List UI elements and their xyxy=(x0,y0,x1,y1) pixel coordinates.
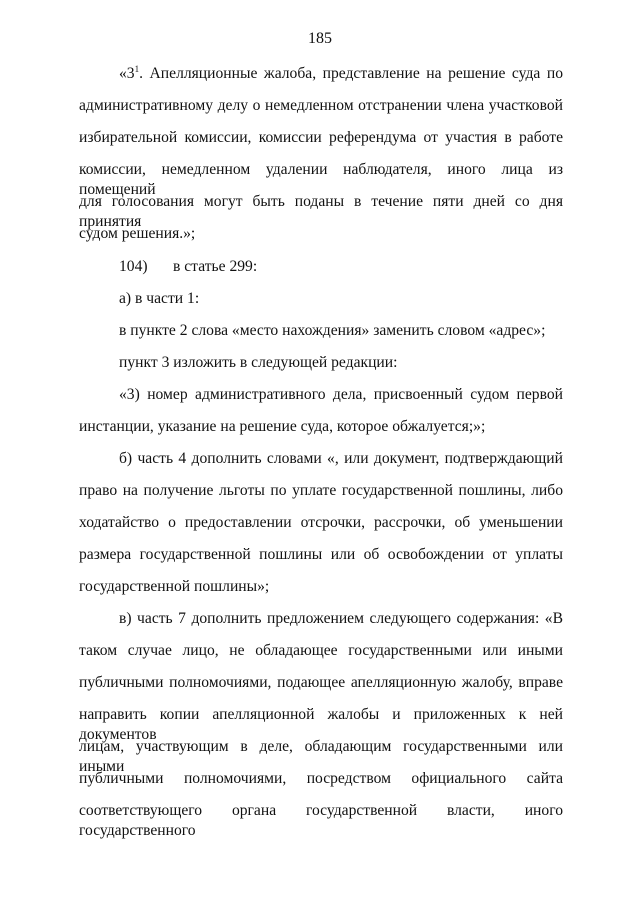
item-number: 104) xyxy=(119,258,148,275)
paragraph-line: право на получение льготы по уплате государственной пошлины, либо xyxy=(79,482,563,499)
superscript: 1 xyxy=(134,64,140,74)
paragraph-line: ходатайство о предоставлении отсрочки, рассрочки, об уменьшении xyxy=(79,514,563,531)
paragraph-line: направить копии апелляционной жалобы и приложенных к ней документов xyxy=(79,706,563,743)
page-number: 185 xyxy=(308,30,332,47)
paragraph-line: лицам, участвующим в деле, обладающим государственными или иными xyxy=(79,738,563,775)
paragraph-line: пункт 3 изложить в следующей редакции: xyxy=(119,354,398,371)
paragraph-line: комиссии, немедленном удалении наблюдателя, иного лица из помещений xyxy=(79,161,563,198)
item-line xyxy=(119,257,563,277)
paragraph-line: а) в части 1: xyxy=(119,290,200,307)
paragraph-line: инстанции, указание на решение суда, которое обжалуется;»; xyxy=(79,418,486,435)
paragraph-line: «3) номер административного дела, присвоенный судом первой xyxy=(119,386,563,403)
paragraph-line: судом решения.»; xyxy=(79,225,196,242)
item-text: в статье 299: xyxy=(173,258,258,275)
quote-open: «3 xyxy=(119,65,135,82)
paragraph-line: таком случае лицо, не обладающее государственными или иными xyxy=(79,642,563,659)
paragraph-line: б) часть 4 дополнить словами «, или документ, подтверждающий xyxy=(119,450,563,467)
paragraph-line: публичными полномочиями, посредством официального сайта xyxy=(79,770,563,787)
paragraph-line: соответствующего органа государственной власти, иного государственного xyxy=(79,802,563,839)
paragraph-line: избирательной комиссии, комиссии референдума от участия в работе xyxy=(79,129,563,146)
paragraph-line: в пункте 2 слова «место нахождения» заменить словом «адрес»; xyxy=(119,322,546,339)
paragraph-line: для голосования могут быть поданы в течение пяти дней со дня принятия xyxy=(79,193,563,230)
paragraph-line: государственной пошлины»; xyxy=(79,578,270,595)
line-text: . Апелляционные жалоба, представление на решение суда по xyxy=(139,65,563,82)
paragraph-line: административному делу о немедленном отстранении члена участковой xyxy=(79,97,563,114)
paragraph-line: в) часть 7 дополнить предложением следующего содержания: «В xyxy=(119,610,563,627)
paragraph-line: публичными полномочиями, подающее апелляционную жалобу, вправе xyxy=(79,674,563,691)
paragraph-line xyxy=(119,64,563,84)
paragraph-line: размера государственной пошлины или об освобождении от уплаты xyxy=(79,546,563,563)
